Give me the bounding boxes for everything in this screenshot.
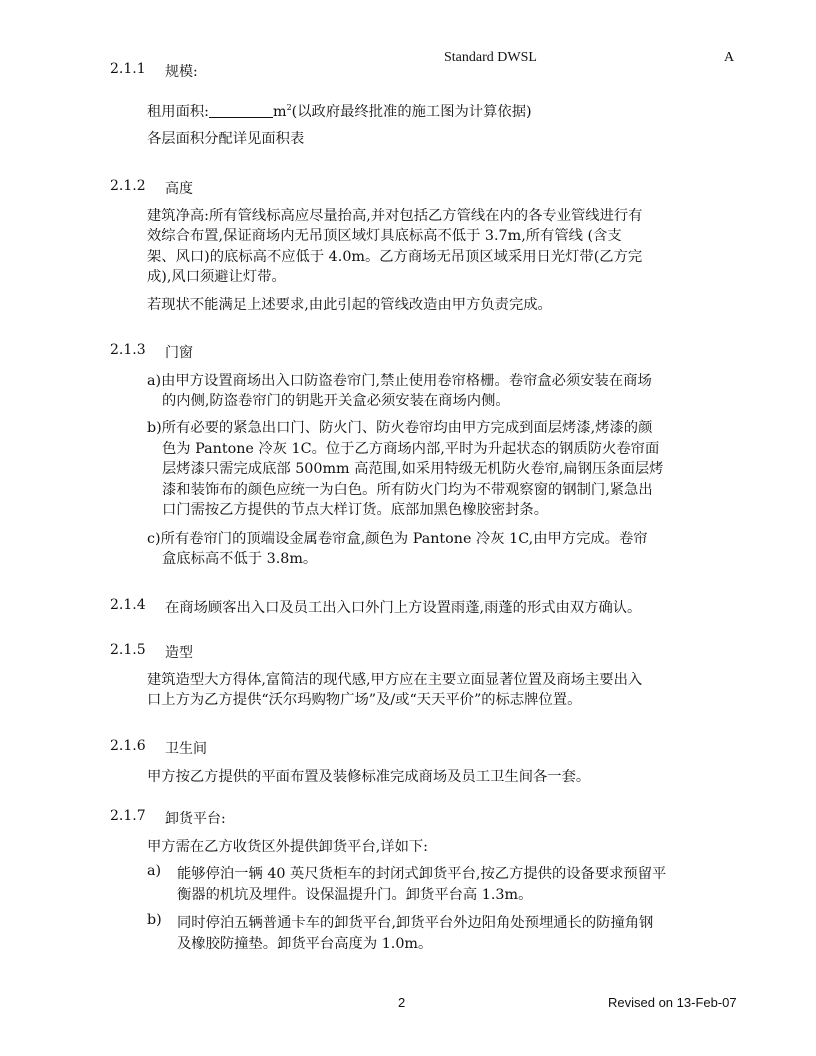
- height-para-line: 若现状不能满足上述要求,由此引起的管线改造由甲方负责完成。: [147, 297, 552, 313]
- rental-area-label: 租用面积:: [147, 104, 210, 120]
- area-distribution-note: 各层面积分配详见面积表: [147, 131, 305, 147]
- doors-item-c-line: c)所有卷帘门的顶端设金属卷帘盒,颜色为 Pantone 冷灰 1C,由甲方完成。卷帘: [147, 531, 648, 547]
- dock-item-b-line: 同时停泊五辆普通卡车的卸货平台,卸货平台外边阳角处预埋通长的防撞角钢: [177, 915, 654, 931]
- height-para-line: 成),风口须避让灯带。: [147, 269, 286, 285]
- dock-item-a-line: 衡器的机坑及埋件。设保温提升门。卸货平台高 1.3m。: [177, 887, 533, 903]
- doors-item-b-line: 层烤漆只需完成底部 500mm 高范围,如采用特级无机防火卷帘,扁钢压条面层烤: [162, 461, 664, 477]
- section-number-2-1-7: 2.1.7: [110, 808, 146, 824]
- rental-area-blank: [209, 103, 273, 118]
- doors-item-b-line: 漆和装饰布的颜色应统一为白色。所有防火门均为不带观察窗的钢制门,紧急出: [162, 482, 653, 498]
- revision-date: Revised on 13-Feb-07: [608, 995, 737, 1010]
- dock-item-b-marker: b): [147, 912, 162, 928]
- section-number-2-1-5: 2.1.5: [110, 642, 146, 658]
- section-number-2-1-1: 2.1.1: [110, 61, 146, 77]
- doors-item-c-line: 盒底标高不低于 3.8m。: [162, 551, 318, 567]
- dock-item-a-marker: a): [147, 863, 162, 879]
- dock-item-b-line: 及橡胶防撞垫。卸货平台高度为 1.0m。: [177, 936, 433, 952]
- dock-item-a-line: 能够停泊一辆 40 英尺货柜车的封闭式卸货平台,按乙方提供的设备要求预留平: [177, 866, 667, 882]
- area-unit: m: [273, 104, 287, 120]
- height-para-line: 建筑净高:所有管线标高应尽量抬高,并对包括乙方管线在内的各专业管线进行有: [147, 208, 643, 224]
- doc-header-revision: A: [724, 50, 735, 65]
- doors-item-b-line: b)所有必要的紧急出口门、防火门、防火卷帘均由甲方完成到面层烤漆,烤漆的颜: [147, 420, 653, 436]
- page-number: 2: [398, 995, 406, 1010]
- section-number-2-1-6: 2.1.6: [110, 738, 146, 754]
- section-number-2-1-3: 2.1.3: [110, 342, 146, 358]
- doors-item-a-line: 的内侧,防盗卷帘门的钥匙开关盒必须安装在商场内侧。: [162, 393, 510, 409]
- facade-para-line: 口上方为乙方提供“沃尔玛购物广场”及/或“天天平价”的标志牌位置。: [147, 692, 582, 708]
- section-number-2-1-2: 2.1.2: [110, 178, 146, 194]
- section-title-2-1-1: 规模:: [165, 64, 198, 80]
- height-para-line: 效综合布置,保证商场内无吊顶区域灯具底标高不低于 3.7m,所有管线 (含支: [147, 228, 622, 244]
- doors-item-a-line: a)由甲方设置商场出入口防盗卷帘门,禁止使用卷帘格栅。卷帘盒必须安装在商场: [147, 373, 652, 389]
- section-title-2-1-2: 高度: [165, 181, 193, 197]
- section-title-2-1-5: 造型: [165, 645, 193, 661]
- doc-header-title: Standard DWSL: [444, 50, 537, 65]
- facade-para-line: 建筑造型大方得体,富简洁的现代感,甲方应在主要立面显著位置及商场主要出入: [147, 672, 643, 688]
- doors-item-b-line: 色为 Pantone 冷灰 1C。位于乙方商场内部,平时为升起状态的钢质防火卷帘面: [162, 441, 660, 457]
- doors-item-b-line: 口门需按乙方提供的节点大样订货。底部加黑色橡胶密封条。: [162, 502, 549, 518]
- dock-intro: 甲方需在乙方收货区外提供卸货平台,详如下:: [147, 839, 428, 855]
- restroom-text: 甲方按乙方提供的平面布置及装修标准完成商场及员工卫生间各一套。: [147, 769, 591, 785]
- area-unit-superscript: 2: [286, 103, 292, 112]
- canopy-text: 在商场顾客出入口及员工出入口外门上方设置雨蓬,雨蓬的形式由双方确认。: [165, 600, 642, 616]
- section-number-2-1-4: 2.1.4: [110, 597, 146, 613]
- section-title-2-1-3: 门窗: [165, 345, 193, 361]
- height-para-line: 架、风口)的底标高不应低于 4.0m。乙方商场无吊顶区域采用日光灯带(乙方完: [147, 249, 643, 265]
- rental-area-line: [147, 101, 532, 121]
- section-title-2-1-7: 卸货平台:: [165, 811, 226, 827]
- area-note: (以政府最终批准的施工图为计算依据): [291, 104, 532, 120]
- section-title-2-1-6: 卫生间: [165, 741, 207, 757]
